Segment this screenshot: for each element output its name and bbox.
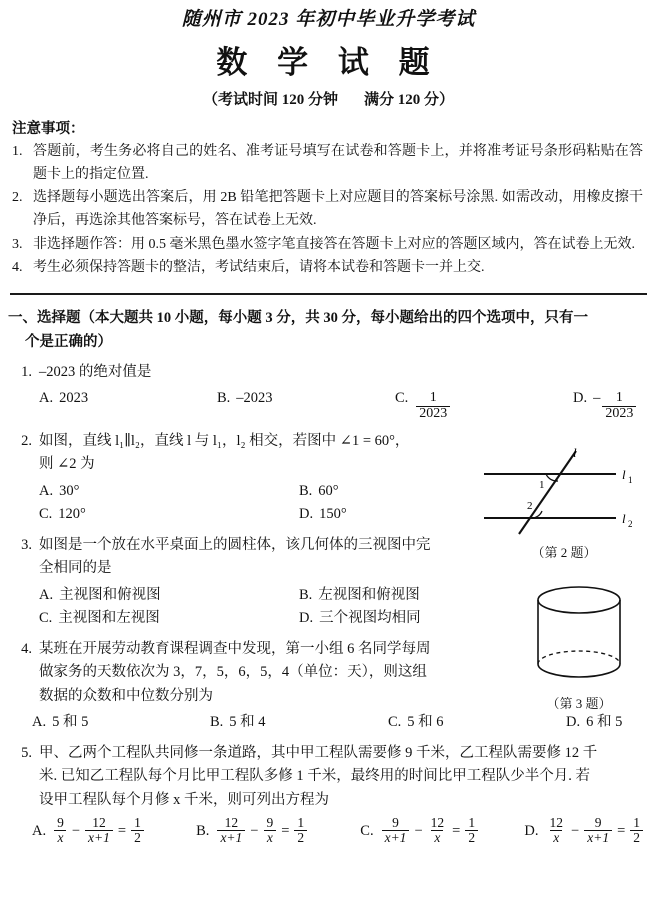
fraction-term-2 [263,816,276,845]
question-stem-line1: 如图，直线 l₁∥l₂，直线 l 与 l₁，l₂ 相交，若图中 ∠1 = 60°， [39,432,410,449]
question-stem-line1: 某班在开展劳动教育课程调查中发现，第一小组 6 名同学每周 [39,640,431,657]
fraction-numerator: 1 [615,390,623,406]
equation [380,817,480,846]
figure-caption: （第 2 题） [531,545,597,560]
option-c[interactable] [388,711,566,734]
exam-total-score: 满分 120 分） [364,92,455,108]
notice-item-number: 1. [12,144,23,159]
equals-sign: = [617,823,626,840]
fraction-numerator: 9 [57,815,64,831]
fraction-numerator: 12 [430,815,445,831]
option-d[interactable] [573,387,638,422]
notice-item-number: 4. [12,260,23,276]
options-list [8,817,645,846]
operator: − [250,823,259,840]
fraction-denominator: 2023 [416,406,450,422]
option-text: 5 和 4 [229,714,266,731]
fraction-term-1 [217,816,245,845]
question-number: 5. [21,744,32,761]
operator: − [414,823,423,840]
options-list [8,711,645,734]
figure-caption: （第 3 题） [546,696,612,711]
option-label: D. [524,823,539,840]
option-label: A. [32,714,47,731]
question-1 [0,361,657,423]
option-c[interactable] [395,387,573,422]
option-text: 左视图和俯视图 [318,586,420,603]
option-label: C. [388,714,402,731]
option-label: C. [360,823,374,840]
fraction-term-1 [547,816,567,845]
operator: − [571,823,580,840]
question-stem-line3: 设甲工程队每个月修 x 千米，则可列出方程为 [39,791,329,808]
option-label: C. [39,610,53,627]
operator: − [71,823,81,840]
option-c[interactable] [39,607,299,630]
question-stem-line2: 米. 已知乙工程队每个月比甲工程队多修 1 千米，最终用的时间比甲工程队少半个月. 若 [39,768,590,785]
question-number: 2. [21,432,32,449]
fraction-denominator: 2 [131,830,144,845]
fraction-result [294,816,307,845]
notice-item-text: 非选择题作答：用 0.5 毫米黑色墨水签字笔直接答在答题卡上对应的答题区域内，答在试卷上无效. [33,236,635,252]
fraction-numerator: 12 [549,815,564,831]
fraction-denominator: x [54,830,66,845]
question-stem-line1: 甲、乙两个工程队共同修一条道路，其中甲工程队需要修 9 千米，乙工程队需要修 12 千 [39,744,598,761]
option-b[interactable] [210,711,388,734]
angle-label-2: 2 [527,500,533,512]
fraction-result [465,816,478,845]
fraction-denominator: x [264,830,276,845]
exam-duration: （考试时间 120 分钟 [202,92,338,108]
option-text: 主视图和俯视图 [59,586,161,603]
fraction-denominator: 2023 [602,406,636,422]
fraction-result [131,816,144,845]
option-text: 6 和 5 [586,714,623,731]
question-stem-line3: 数据的众数和中位数分别为 [39,687,213,704]
section-heading-line2: 个是正确的） [25,333,112,350]
option-label: A. [39,390,54,407]
fraction-result [630,816,643,845]
notice-item [12,234,643,257]
option-b[interactable] [217,387,395,410]
option-a[interactable] [39,387,217,410]
fraction-numerator: 1 [134,815,141,831]
notice-item-text: 答题前，考生务必将自己的姓名、准考证号填写在试卷和答题卡上，并将准考证号条形码粘贴在答题卡上的指定位置. [33,144,643,182]
option-text: 120° [58,506,86,523]
question-4 [0,638,657,735]
notice-item-number: 3. [12,236,23,252]
fraction-numerator: 1 [468,815,476,831]
option-d[interactable] [299,503,347,526]
fraction-denominator: 2 [294,830,307,845]
option-c[interactable] [39,503,299,526]
line-label-l: l [573,448,577,460]
fraction-term-2 [85,816,113,845]
option-text: 5 和 6 [407,714,444,731]
equation [215,817,309,846]
option-b[interactable] [196,817,360,846]
fraction-numerator: 1 [633,815,641,831]
question-number: 3. [21,536,32,553]
option-b[interactable] [299,480,339,503]
fraction-denominator: x+1 [85,830,113,845]
notice-item [12,141,643,186]
question-stem-line2: 则 ∠2 为 [39,456,95,473]
options-list [39,480,494,527]
option-c[interactable] [360,817,524,846]
question-stem-line2: 全相同的是 [39,560,112,577]
option-text: 主视图和左视图 [58,610,160,627]
equals-sign: = [281,823,290,840]
option-label: D. [299,506,314,523]
fraction-term-1 [54,816,67,845]
notice-item [12,257,643,280]
angle-label-1: 1 [539,479,545,491]
fraction-denominator: 2 [630,830,643,845]
fraction-numerator: 9 [266,815,274,831]
options-list [39,584,519,631]
option-label: D. [299,610,314,627]
option-label: B. [217,390,231,407]
line-label-l1-sub: 1 [628,475,633,485]
option-label: D. [573,390,588,407]
option-label: C. [39,506,53,523]
question-number: 4. [21,640,32,657]
notice-item [12,187,643,232]
question-5 [0,742,657,847]
line-label-l2-sub: 2 [628,519,633,529]
fraction-numerator: 12 [224,815,239,831]
fraction-denominator: x+1 [584,830,612,845]
question-stem-line1: 如图是一个放在水平桌面上的圆柱体，该几何体的三视图中完 [39,536,431,553]
option-label: B. [196,823,210,840]
option-label: B. [299,482,313,499]
option-text: 2023 [59,390,89,407]
notice-item-number: 2. [12,190,23,206]
option-a[interactable] [32,817,196,846]
option-text: 30° [59,482,80,499]
subject-title: 数 学 试 题 [216,45,441,80]
option-label: C. [395,390,409,407]
exam-info [0,88,657,109]
fraction-numerator: 9 [594,815,602,831]
option-label: D. [566,714,581,731]
option-a[interactable] [32,711,210,734]
notice-title: 注意事项： [12,121,85,137]
option-text: 5 和 5 [52,714,89,731]
section-heading [0,307,657,354]
fraction-numerator: 1 [429,390,437,406]
question-stem-line2: 做家务的天数依次为 3，7，5，6，5，4（单位：天），则这组 [39,664,427,681]
fraction-denominator: x [431,830,443,845]
fraction-denominator: 2 [465,830,478,845]
fraction [416,391,450,421]
fraction-numerator: 9 [392,815,399,831]
fraction-term-1 [382,816,410,845]
fraction-numerator: 12 [92,815,106,831]
notice-item-text: 选择题每小题选出答案后，用 2B 铅笔把答题卡上对应题目的答案标号涂黑. 如需改动，用橡皮擦干净后，再选涂其他答案标号，答在试卷上无效. [33,190,643,229]
equation [52,817,146,846]
horizontal-divider [10,293,647,295]
equals-sign: = [452,823,461,840]
exam-paper-page [0,4,657,899]
option-label: A. [39,586,54,603]
options-list [39,387,645,422]
option-d[interactable] [566,711,622,734]
option-label: B. [299,586,313,603]
option-text: 60° [318,482,339,499]
option-text: 三个视图均相同 [319,610,421,627]
page-title: 随州市 2023 年初中毕业升学考试 [181,9,476,30]
notice-block [0,117,657,280]
option-text: 150° [319,506,347,523]
fraction [602,391,636,421]
equals-sign: = [117,823,127,840]
notice-item-text: 考生必须保持答题卡的整洁，考试结束后，请将本试卷和答题卡一并上交. [33,260,485,276]
fraction-term-2 [584,816,612,845]
minus-sign: – [593,390,601,407]
option-a[interactable] [39,480,299,503]
line-label-l1: l [622,467,626,482]
fraction-numerator: 1 [297,815,305,831]
option-d[interactable] [524,817,645,846]
fraction-denominator: x+1 [382,830,410,845]
fraction-denominator: x [550,830,562,845]
parallel-lines-diagram [476,448,652,536]
option-label: A. [32,823,47,840]
question-stem: –2023 的绝对值是 [39,364,152,380]
option-a[interactable] [39,584,299,607]
option-d[interactable] [299,607,421,630]
fraction-denominator: x+1 [217,830,245,845]
fraction-term-2 [428,816,448,845]
question-number: 1. [21,364,32,380]
section-heading-line1: 一、选择题（本大题共 10 小题，每小题 3 分，共 30 分，每小题给出的四个选项中，只有一 [8,310,588,327]
option-text: –2023 [236,390,273,407]
equation [545,817,645,846]
option-label: A. [39,482,54,499]
line-label-l2: l [622,511,626,526]
option-b[interactable] [299,584,420,607]
option-label: B. [210,714,224,731]
